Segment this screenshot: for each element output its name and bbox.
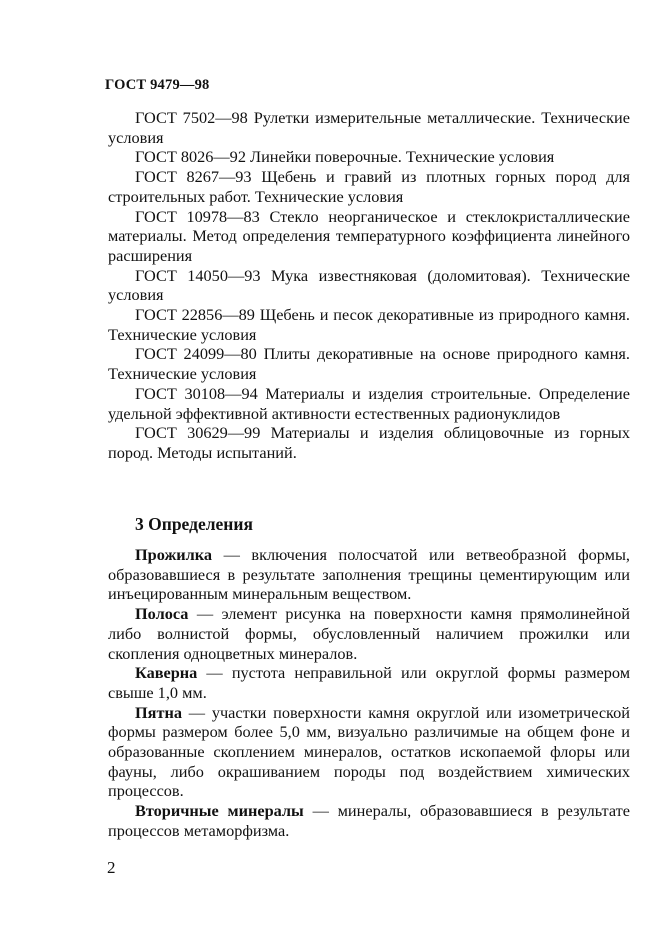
definition-item xyxy=(108,663,630,702)
reference-item: ГОСТ 14050—93 Мука известняковая (доломитовая). Технические условия xyxy=(108,265,630,305)
definition-item xyxy=(108,801,630,840)
document-header: ГОСТ 9479—98 xyxy=(105,77,210,93)
definition-item xyxy=(108,545,630,604)
definition-text: — пустота неправильной или округлой формы размером свыше 1,0 мм. xyxy=(108,663,630,702)
definition-term: Вторичные минералы xyxy=(135,801,304,821)
reference-item: ГОСТ 8026—92 Линейки поверочные. Технические условия xyxy=(135,147,555,167)
reference-list xyxy=(108,108,630,463)
definition-text: — включения полосчатой или ветвеобразной формы, образовавшиеся в результате заполнения трещины цементирующим или инъецированным минеральным веществом. xyxy=(108,545,630,604)
definition-list xyxy=(108,545,630,841)
definition-term: Прожилка xyxy=(135,545,213,564)
reference-item: ГОСТ 10978—83 Стекло неорганическое и стеклокристаллические материалы. Метод определения температурного коэффициента линейного расширения xyxy=(108,206,630,265)
reference-item: ГОСТ 8267—93 Щебень и гравий из плотных горных пород для строительных работ. Технические условия xyxy=(108,167,630,206)
reference-item: ГОСТ 22856—89 Щебень и песок декоративные из природного камня. Технические условия xyxy=(108,305,630,344)
definition-text: — минералы, образовавшиеся в результате процессов метаморфизма. xyxy=(108,801,630,840)
definition-term: Полоса xyxy=(135,604,189,624)
definition-term: Пятна xyxy=(135,702,182,722)
reference-item: ГОСТ 7502—98 Рулетки измерительные металлические. Технические условия xyxy=(108,108,630,147)
reference-item: ГОСТ 24099—80 Плиты декоративные на основе природного камня. Технические условия xyxy=(108,344,630,384)
definition-item xyxy=(108,703,630,802)
definition-item xyxy=(108,604,630,663)
definition-text: — элемент рисунка на поверхности камня прямолинейной либо волнистой формы, обусловленный наличием прожилки или скопления одноцветных минералов. xyxy=(108,604,630,663)
definition-term: Каверна xyxy=(135,663,198,683)
reference-item: ГОСТ 30108—94 Материалы и изделия строительные. Определение удельной эффективной активности естественных радионуклидов xyxy=(108,383,630,423)
reference-item: ГОСТ 30629—99 Материалы и изделия облицовочные из горных пород. Методы испытаний. xyxy=(108,423,630,462)
page-number: 2 xyxy=(107,858,116,877)
section-title: 3 Определения xyxy=(135,514,253,534)
definition-text: — участки поверхности камня округлой или изометрической формы размером более 5,0 мм, визуально различимые на общем фоне и образованные скоплением минералов, остатков ископаемой флоры или фауны, либо окрашиванием породы под воздействием химических процессов. xyxy=(108,702,630,801)
